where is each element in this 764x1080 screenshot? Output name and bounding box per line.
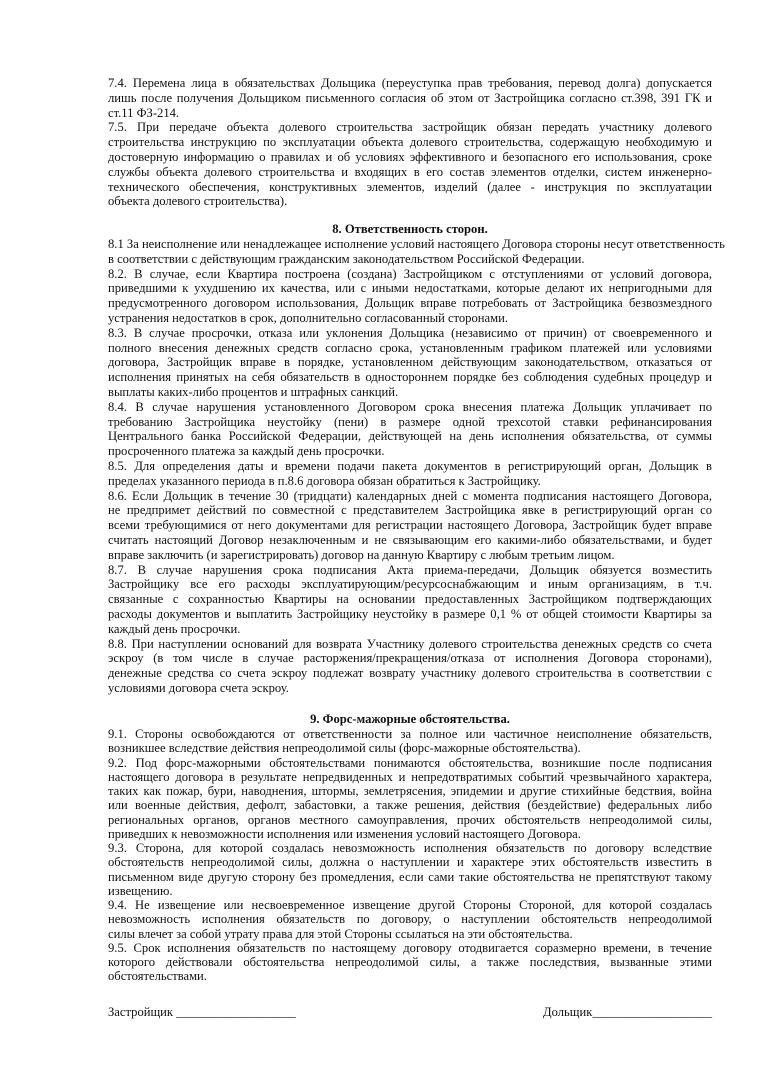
paragraph-line: 9.2. Под форс-мажорными обстоятельствами понимаются обстоятельства, возникшие после подписания	[108, 755, 712, 770]
paragraph-line: объекта долевого строительства).	[108, 194, 288, 209]
paragraph-line: письменном виде другую сторону без промедления, если сами такие обстоятельства не препятствуют такому	[108, 869, 712, 884]
paragraph-line: Центрального банка Российской Федерации, действующей на день исполнения обязательства, от суммы	[108, 429, 712, 444]
paragraph-line: 9.5. Срок исполнения обязательств по настоящему договору отодвигается соразмерно времени, в течение	[108, 940, 712, 955]
paragraph-line: условиями договора счета эскроу.	[108, 680, 289, 695]
paragraph-line: обстоятельств непреодолимой силы, должна о наступлении и характере этих обстоятельств известить в	[108, 855, 712, 870]
paragraph-line: выплаты каких-либо процентов и штрафных санкций.	[108, 384, 399, 399]
paragraph-line: требованию Застройщика неустойку (пени) в размере одной трехсотой ставки рефинансирования	[108, 414, 712, 429]
shareholder-signature-line: Дольщик___________________	[543, 1005, 712, 1019]
paragraph-line: 7.5. При передаче объекта долевого строительства застройщик обязан передать участнику долевого	[108, 120, 712, 135]
paragraph-line: или военные действия, дефолт, забастовки, а также решения, действия (бездействие) федеральных либо	[108, 798, 712, 813]
paragraph-line: пределах указанного периода в п.8.6 договора обязан обратиться к Застройщику.	[108, 473, 541, 488]
paragraph-line: региональных органов, органов местного самоуправления, прочих обстоятельств непреодолимой силы,	[108, 812, 712, 827]
paragraph-line: достоверную информацию о правилах и об условиях эффективного и безопасного его использования, сроке	[108, 149, 712, 164]
paragraph-line: силы влечет за собой утрату права для этой Стороны ссылаться на эти обстоятельства.	[108, 926, 573, 941]
section-7	[108, 76, 712, 209]
paragraph-line: 8.2. В случае, если Квартира построена (создана) Застройщиком с отступлениями от условий договора,	[108, 266, 712, 281]
paragraph-line: считать настоящий Договор незаключенным и не связывающим его какими-либо обязательствами, и будет	[108, 532, 712, 547]
paragraph	[108, 459, 712, 489]
developer-signature-line: Застройщик ___________________	[108, 1005, 296, 1019]
paragraph-line: денежные средства со счета эскроу подлежат возврату участнику долевого строительства в соответствии с	[108, 666, 712, 681]
paragraph-line: таких как пожар, бури, наводнения, штормы, землетрясения, эпидемии и другие стихийные бедствия, война	[108, 784, 712, 798]
paragraph-line: 9.1. Стороны освобождаются от ответственности за полное или частичное неисполнение обязательств,	[108, 727, 712, 741]
section-8	[108, 237, 725, 696]
paragraph-line: возникшее вследствие действия непреодолимой силы (форс-мажорные обстоятельства).	[108, 741, 581, 756]
paragraph	[108, 941, 712, 984]
paragraph-line: невозможность исполнения обязательств по договору, о наступлении обстоятельств непреодолимой	[108, 912, 712, 927]
paragraph	[108, 489, 712, 563]
paragraph-line: расходы документов и выплатить Застройщику неустойку в размере 0,1 % от общей стоимости Квартиры за	[108, 606, 712, 621]
paragraph-line: 9.3. Сторона, для которой создалась невозможность исполнения обязательств по договору вследствие	[108, 841, 712, 855]
section-9-heading: 9. Форс-мажорные обстоятельства.	[310, 712, 510, 726]
paragraph	[108, 326, 712, 400]
paragraph-line: ст.11 ФЗ-214.	[108, 105, 180, 120]
paragraph-line: которого действовали обстоятельства непреодолимой силы, а также последствия, вызванные этими	[108, 955, 712, 969]
paragraph-line: строительства инструкцию по эксплуатации объекта долевого строительства, содержащую необходимую и	[108, 135, 712, 150]
paragraph-line: 7.4. Перемена лица в обязательствах Дольщика (переуступка прав требования, перевод долга) допускается	[108, 76, 712, 90]
paragraph-line: 8.8. При наступлении оснований для возврата Участнику долевого строительства денежных средств со счета	[108, 636, 712, 651]
paragraph-line: 8.6. Если Дольщик в течение 30 (тридцати) календарных дней с момента подписания настоящего Договора,	[108, 488, 712, 503]
paragraph	[108, 267, 712, 326]
paragraph-line: извещению.	[108, 883, 173, 898]
paragraph-line: 8.1 За неисполнение или ненадлежащее исполнение условий настоящего Договора стороны несут ответственность	[108, 237, 725, 251]
paragraph	[108, 237, 725, 267]
paragraph	[108, 637, 712, 696]
paragraph-line: полного внесения денежных средств согласно срока, установленным графиком платежей или условиями	[108, 340, 712, 355]
paragraph-line: связанные с сохранностью Квартиры на основании предоставленных Застройщиком подтверждающих	[108, 592, 712, 607]
paragraph-line: 9.4. Не извещение или несвоевременное извещение другой Стороны Стороной, для которой создалась	[108, 898, 712, 912]
paragraph-line: приведших к невозможности исполнения или изменения условий настоящего Договора.	[108, 826, 581, 841]
paragraph	[108, 120, 712, 209]
paragraph-line: 8.4. В случае нарушения установленного Договором срока внесения платежа Дольщик уплачивает по	[108, 399, 712, 414]
paragraph	[108, 400, 712, 459]
paragraph-line: 8.3. В случае просрочки, отказа или уклонения Дольщика (независимо от причин) от своевременного и	[108, 325, 712, 340]
paragraph-line: в соответствии с действующим гражданским законодательством Российской Федерации.	[108, 251, 585, 266]
paragraph-line: 8.7. В случае нарушения срока подписания Акта приема-передачи, Дольщик обязуется возместить	[108, 562, 712, 577]
paragraph	[108, 563, 712, 637]
paragraph-line: лишь после получения Дольщиком письменного согласия об этом от Застройщика согласно ст.398, 391 ГК и	[108, 90, 712, 105]
paragraph-line: службы объекта долевого строительства и входящих в его состав элементов отделки, систем инженерно-	[108, 164, 712, 179]
paragraph-line: технического обеспечения, конструктивных элементов, изделий (далее - инструкция по эксплуатации	[108, 179, 712, 194]
paragraph-line: устранения недостатков в срок, дополнительно согласованный сторонами.	[108, 310, 508, 325]
paragraph-line: исполнения принятых на себя обязательств в одностороннем порядке без соблюдения судебных процедур и	[108, 370, 712, 385]
paragraph-line: обстоятельствами.	[108, 969, 207, 984]
paragraph	[108, 727, 712, 756]
paragraph	[108, 756, 712, 842]
paragraph-line: предусмотренного договором использования, Дольщик вправе потребовать от Застройщика безвозмездного	[108, 296, 712, 311]
paragraph-line: не предпримет действий по совместной с представителем Застройщика явке в регистрирующий орган со	[108, 503, 712, 518]
paragraph	[108, 841, 712, 898]
paragraph-line: каждый день просрочки.	[108, 621, 241, 636]
paragraph-line: договора, Застройщик вправе в порядке, установленном действующим законодательством, отказаться от	[108, 355, 712, 370]
paragraph-line: всеми требующимися от него документами для регистрации настоящего Договора, Застройщик будет вправе	[108, 518, 712, 533]
paragraph	[108, 898, 712, 941]
paragraph-line: эскроу (в том числе в случае расторжения/прекращения/отказа от исполнения Договора сторонами),	[108, 651, 712, 666]
paragraph-line: настоящего договора в результате непредвиденных и непредотвратимых событий чрезвычайного характера,	[108, 769, 712, 784]
section-9	[108, 727, 712, 984]
paragraph-line: Застройщику все его расходы эксплуатирующим/ресурсоснабжающим и иным организациям, в т.ч.	[108, 577, 712, 592]
paragraph-line: просроченного платежа за каждый день просрочки.	[108, 444, 385, 459]
paragraph-line: приведшими к ухудшению их качества, или с иными недостатками, которые делают их непригодными для	[108, 281, 712, 296]
paragraph-line: 8.5. Для определения даты и времени подачи пакета документов в регистрирующий орган, Дольщик в	[108, 458, 712, 473]
paragraph-line: вправе заключить (и зарегистрировать) договор на данную Квартиру с любым третьим лицом.	[108, 547, 615, 562]
paragraph	[108, 76, 712, 120]
section-8-heading: 8. Ответственность сторон.	[332, 222, 488, 236]
